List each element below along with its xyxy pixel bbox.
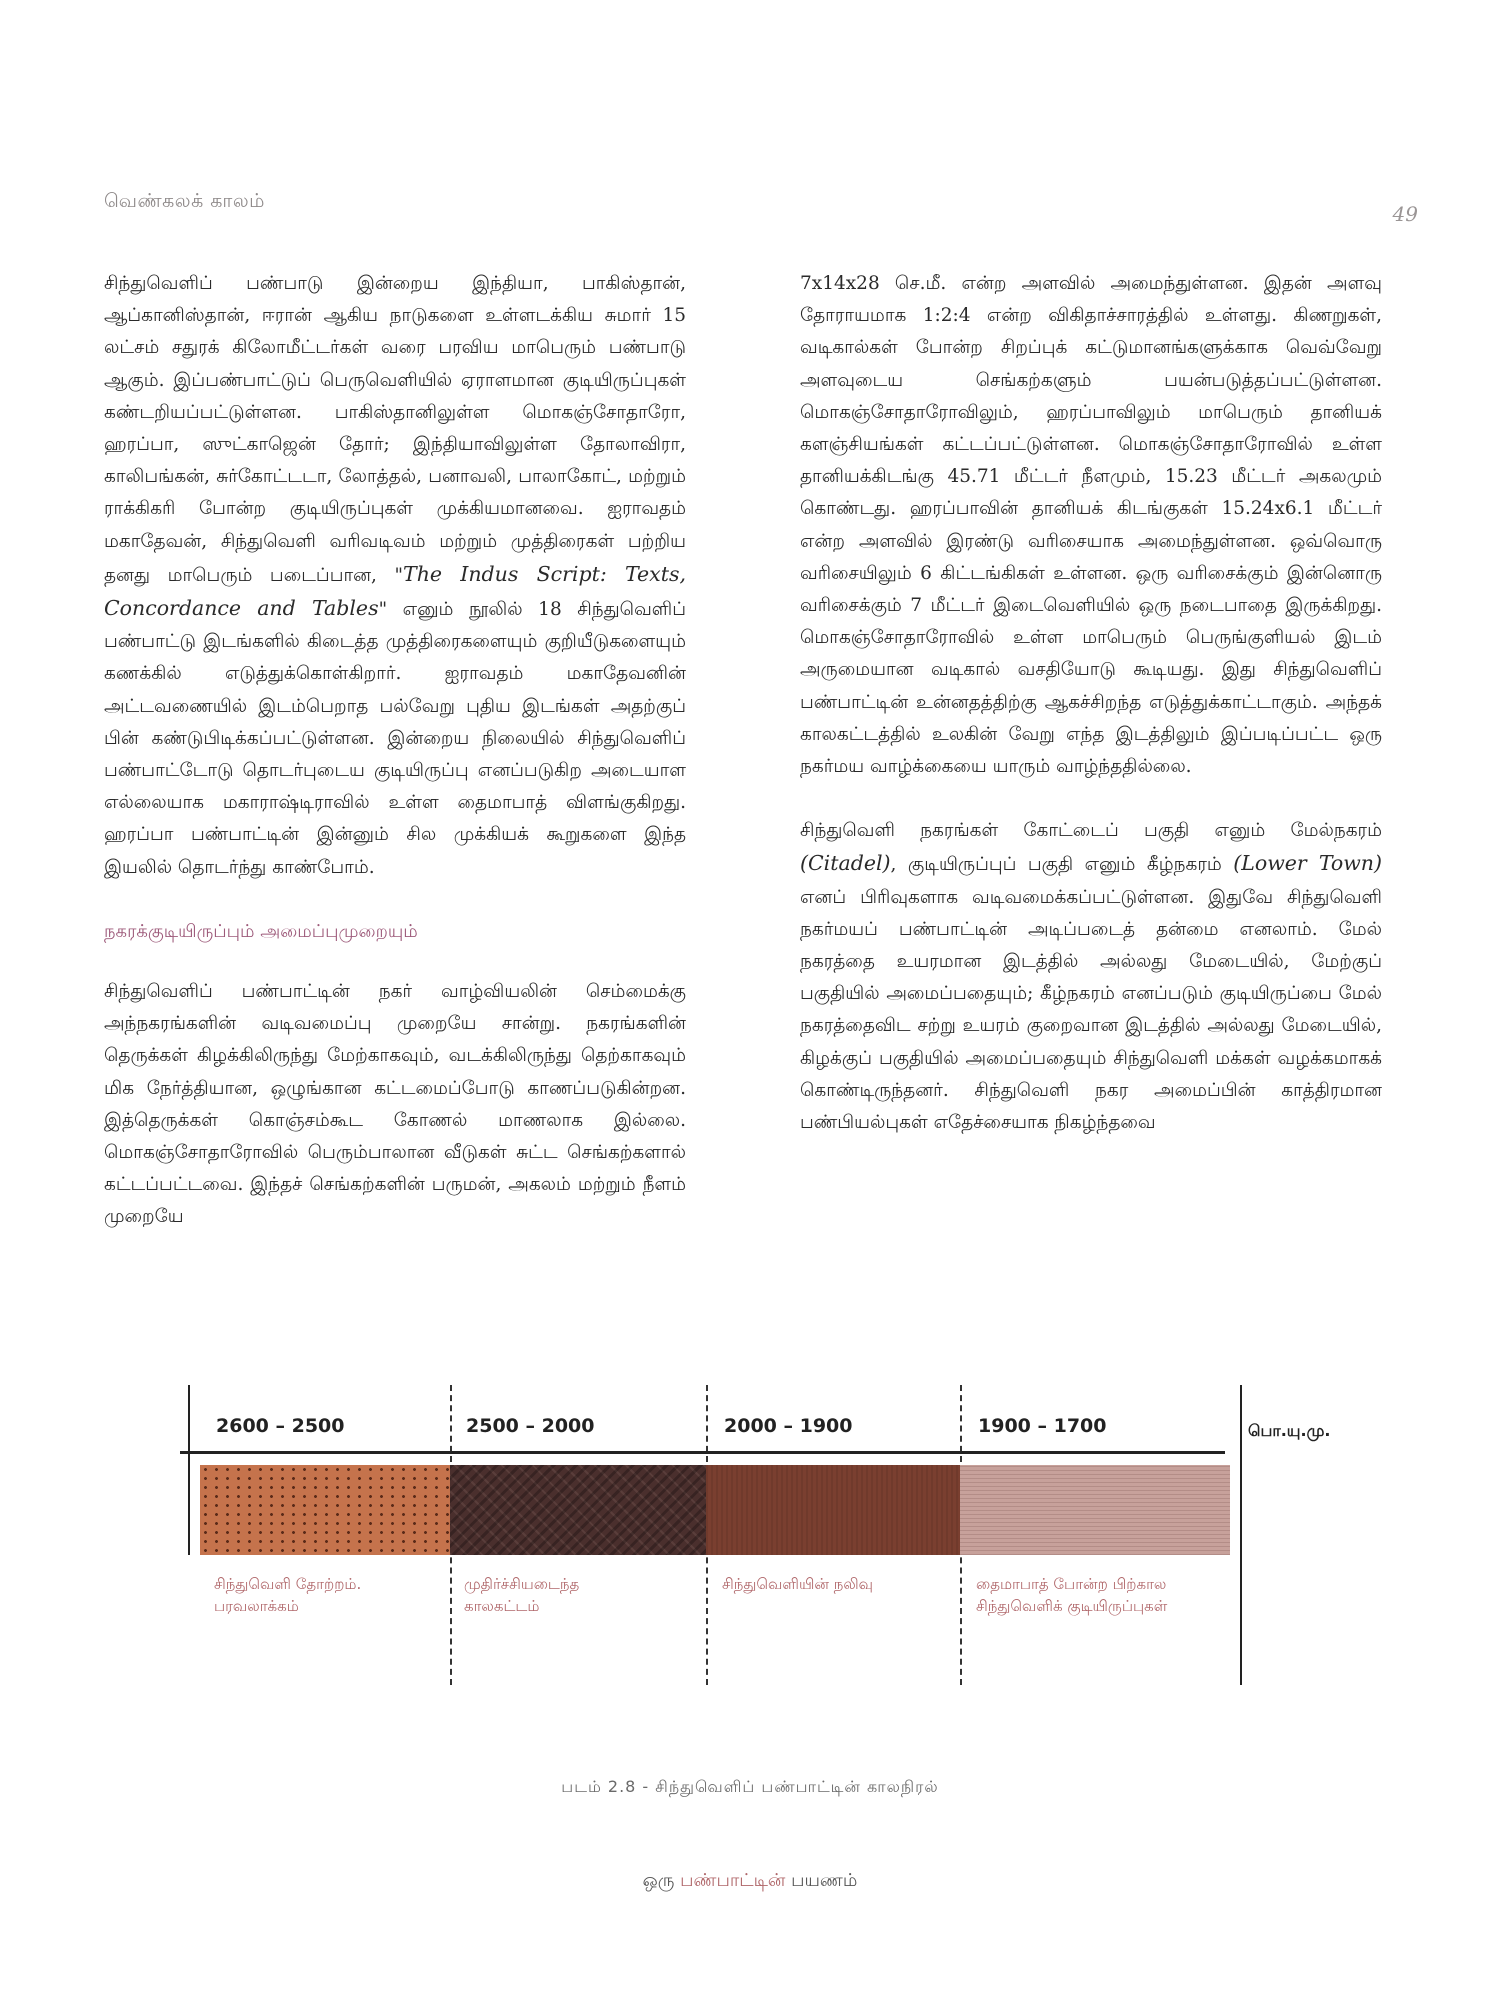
period-range: 1900 – 1700 [978,1415,1107,1437]
period-band-late [960,1465,1230,1555]
paragraph: சிந்துவெளிப் பண்பாட்டின் நகர் வாழ்வியலின் செம்மைக்கு அந்நகரங்களின் வடிவமைப்பு முறையே சான்று. நகரங்களின் தெருக்கள் கிழக்கிலிருந்து மேற்காகவும், வடக்கிலிருந்து தெற்காகவும் மிக நேர்த்தியான, ஒழுங்கான கட்டமைப்போடு காணப்படுகின்றன. இத்தெருக்கள் கொஞ்சம்கூட கோணல் மாணலாக இல்லை. மொகஞ்சோதாரோவில் பெரும்பாலான வீடுகள் சுட்ட செங்கற்களால் கட்டப்பட்டவை. இந்தச் செங்கற்களின் பருமன், அகலம் மற்றும் நீளம் முறையே [104,981,686,1228]
timeline-figure [180,1385,1390,1735]
timeline-start-line [188,1385,190,1555]
era-label: பொ.யு.மு. [1248,1421,1331,1440]
timeline-end-line [1240,1385,1242,1685]
running-head: வெண்கலக் காலம் [104,190,265,212]
period-band-decline [706,1465,960,1555]
right-column [800,268,1382,1171]
period-range: 2500 – 2000 [466,1415,595,1437]
page-number: 49 [1392,202,1418,226]
period-band-early [200,1465,450,1555]
period-range: 2600 – 2500 [216,1415,345,1437]
paragraph: சிந்துவெளிப் பண்பாடு இன்றைய இந்தியா, பாகிஸ்தான், ஆப்கானிஸ்தான், ஈரான் ஆகிய நாடுகளை உள்ளடக்கிய சுமார் 15 லட்சம் சதுரக் கிலோமீட்டர்கள் வரை பரவிய மாபெரும் பண்பாடு ஆகும். இப்பண்பாட்டுப் பெருவெளியில் ஏராளமான குடியிருப்புகள் கண்டறியப்பட்டுள்ளன. பாகிஸ்தானிலுள்ள மொகஞ்சோதாரோ, ஹரப்பா, ஸுட்காஜென் தோர்; இந்தியாவிலுள்ள தோலாவிரா, காலிபங்கன், சுர்கோட்டடா, லோத்தல், பனாவலி, பாலாகோட், மற்றும் ராக்கிகரி போன்ற குடியிருப்புகள் முக்கியமானவை. ஐராவதம் மகாதேவன், சிந்துவெளி வரிவடிவம் மற்றும் முத்திரைகள் பற்றிய தனது மாபெரும் படைப்பான, "The Indus Script: Texts, Concordance and Tables" எனும் நூலில் 18 சிந்துவெளிப் பண்பாட்டு இடங்களில் கிடைத்த முத்திரைகளையும் குறியீடுகளையும் கணக்கில் எடுத்துக்கொள்கிறார். ஐராவதம் மகாதேவனின் அட்டவணையில் இடம்பெறாத பல்வேறு புதிய இடங்கள் அதற்குப் பின் கண்டுபிடிக்கப்பட்டுள்ளன. இன்றைய நிலையில் சிந்துவெளிப் பண்பாட்டோடு தொடர்புடைய குடியிருப்பு எனப்படுகிற அடையாள எல்லையாக மகாராஷ்டிராவில் உள்ள தைமாபாத் விளங்குகிறது. ஹரப்பா பண்பாட்டின் இன்னும் சில முக்கியக் கூறுகளை இந்த இயலில் தொடர்ந்து காண்போம். [104,273,687,878]
period-label: சிந்துவெளியின் நலிவு [722,1575,873,1593]
section-subheading: நகரக்குடியிருப்பும் அமைப்புமுறையும் [104,920,418,942]
period-range: 2000 – 1900 [724,1415,853,1437]
period-label: முதிர்ச்சியடைந்த காலகட்டம் [464,1575,580,1615]
period-label: சிந்துவெளி தோற்றம். பரவலாக்கம் [214,1575,362,1615]
english-term-lower-town: (Lower Town) [1233,851,1382,876]
book-title: The Indus Script: Texts, Concordance and Tables [104,561,687,621]
timeline-axis [180,1451,1225,1454]
paragraph: சிந்துவெளி நகரங்கள் கோட்டைப் பகுதி எனும் மேல்நகரம் (Citadel), குடியிருப்புப் பகுதி எனும் கீழ்நகரம் (Lower Town) எனப் பிரிவுகளாக வடிவமைக்கப்பட்டுள்ளன. இதுவே சிந்துவெளி நகர்மயப் பண்பாட்டின் அடிப்படைத் தன்மை எனலாம். மேல் நகரத்தை உயரமான இடத்தில் அல்லது மேடையில், மேற்குப் பகுதியில் அமைப்பதையும்; கீழ்நகரம் எனப்படும் குடியிருப்பை மேல் நகரத்தைவிட சற்று உயரம் குறைவான இடத்தில் அல்லது மேடையில், கிழக்குப் பகுதியில் அமைப்பதையும் சிந்துவெளி மக்கள் வழக்கமாகக் கொண்டிருந்தனர். சிந்துவெளி நகர அமைப்பின் காத்திரமான பண்பியல்புகள் எதேச்சையாக நிகழ்ந்தவை [800,820,1382,1134]
english-term-citadel: (Citadel) [800,851,891,876]
book-footer: ஒரு பண்பாட்டின் பயணம் [642,1870,858,1891]
period-band-mature [450,1465,706,1555]
figure-caption: படம் 2.8 - சிந்துவெளிப் பண்பாட்டின் காலநிரல் [561,1777,939,1796]
paragraph: 7x14x28 செ.மீ. என்ற அளவில் அமைந்துள்ளன. இதன் அளவு தோராயமாக 1:2:4 என்ற விகிதாச்சாரத்தில் உள்ளது. கிணறுகள், வடிகால்கள் போன்ற சிறப்புக் கட்டுமானங்களுக்காக வெவ்வேறு அளவுடைய செங்கற்களும் பயன்படுத்தப்பட்டுள்ளன. மொகஞ்சோதாரோவிலும், ஹரப்பாவிலும் மாபெரும் தானியக் களஞ்சியங்கள் கட்டப்பட்டுள்ளன. மொகஞ்சோதாரோவில் உள்ள தானியக்கிடங்கு 45.71 மீட்டர் நீளமும், 15.23 மீட்டர் அகலமும் கொண்டது. ஹரப்பாவின் தானியக் கிடங்குகள் 15.24x6.1 மீட்டர் என்ற அளவில் இரண்டு வரிசையாக அமைந்துள்ளன. ஒவ்வொரு வரிசையிலும் 6 கிட்டங்கிகள் உள்ளன. ஒரு வரிசைக்கும் இன்னொரு வரிசைக்கும் 7 மீட்டர் இடைவெளியில் ஒரு நடைபாதை இருக்கிறது. மொகஞ்சோதாரோவில் உள்ள மாபெரும் பெருங்குளியல் இடம் அருமையான வடிகால் வசதியோடு கூடியது. இது சிந்துவெளிப் பண்பாட்டின் உன்னதத்திற்கு ஆகச்சிறந்த எடுத்துக்காட்டாகும். அந்தக் காலகட்டத்தில் உலகின் வேறு எந்த இடத்திலும் இப்படிப்பட்ட ஒரு நகர்மய வாழ்க்கையை யாரும் வாழ்ந்ததில்லை. [800,273,1382,778]
period-label: தைமாபாத் போன்ற பிற்கால சிந்துவெளிக் குடியிருப்புகள் [976,1575,1168,1615]
left-column [104,268,686,1266]
